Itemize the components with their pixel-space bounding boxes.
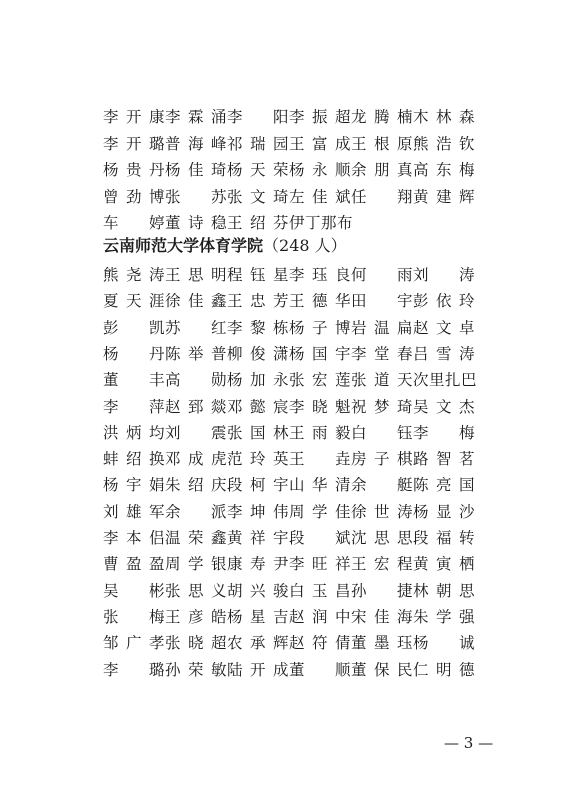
- person-name: 祝梦琦: [351, 397, 413, 416]
- person-name: 洪炳均: [103, 423, 165, 442]
- person-name: 白玉昌: [289, 581, 351, 600]
- person-name: 王思明: [165, 266, 227, 284]
- person-name: 徐佳鑫: [165, 292, 227, 311]
- person-name: 吴文杰: [413, 397, 475, 416]
- person-name: 董墨珏: [351, 634, 413, 653]
- person-name: 李 阳: [227, 108, 289, 126]
- person-name: 董保民: [351, 660, 413, 679]
- person-name: 赵符倩: [289, 634, 351, 653]
- person-name: 陆开成: [227, 660, 289, 679]
- person-name: 黄寅栖: [413, 555, 475, 574]
- person-name: 余 派: [165, 502, 227, 521]
- name-row: [103, 104, 475, 128]
- person-name: 李 梅: [413, 423, 475, 442]
- person-name: 苏 红: [165, 318, 227, 337]
- person-name: 邓懿宸: [227, 397, 289, 416]
- person-name: 左佳斌: [289, 187, 351, 206]
- person-name: 李珏良: [289, 266, 351, 284]
- person-name: 彭依玲: [413, 292, 475, 311]
- person-name: 沈思思: [351, 529, 413, 547]
- person-name: 杨国宇: [289, 344, 351, 363]
- person-name: 朱绍庆: [165, 476, 227, 495]
- name-row: [103, 630, 475, 654]
- page-number: — 3 —: [444, 734, 494, 752]
- name-row: [103, 157, 475, 181]
- person-name: 赵郅燚: [165, 397, 227, 416]
- person-name: 杨 丹: [103, 344, 165, 363]
- person-name: 李本侣: [103, 529, 165, 547]
- person-name: 曹盈盈: [103, 555, 165, 574]
- person-name: 邓成虎: [165, 450, 227, 469]
- person-name: 段柯宇: [227, 476, 289, 495]
- person-name: 王宏程: [351, 555, 413, 574]
- person-name: 杨贵丹: [103, 161, 165, 180]
- person-name: 吴 彬: [103, 581, 165, 600]
- person-name: 朱学强: [413, 607, 475, 626]
- person-name: 彭 凯: [103, 318, 165, 337]
- person-name: 黄祥宇: [227, 529, 289, 547]
- person-name: 岩温扁: [351, 318, 413, 337]
- person-name: 柳俊潇: [227, 344, 289, 363]
- person-name: 蚌绍换: [103, 450, 165, 469]
- person-name: 董 丰: [103, 371, 165, 390]
- name-row: [103, 604, 475, 628]
- person-name: 何 雨: [351, 266, 413, 284]
- person-name: 房子棋: [351, 450, 413, 469]
- person-name: 康寿尹: [227, 555, 289, 574]
- person-name: 王德华: [289, 292, 351, 311]
- section-count: （248 人）: [263, 236, 347, 255]
- section-heading: [103, 233, 347, 256]
- person-name: 王彦皓: [165, 607, 227, 626]
- person-name: 杨宇娟: [103, 476, 165, 495]
- person-name: 夏天涯: [103, 292, 165, 311]
- person-name: 张 苏: [165, 187, 227, 206]
- person-name: 熊浩钦: [413, 134, 475, 153]
- person-name: 李黎栋: [227, 318, 289, 337]
- person-name: 王富成: [289, 134, 351, 153]
- person-name: 张 梅: [103, 607, 165, 626]
- name-row: [103, 525, 475, 549]
- person-name: 董 顺: [289, 660, 351, 679]
- section-title: 云南师范大学体育学院: [103, 236, 264, 255]
- person-name: 高东梅: [413, 161, 475, 180]
- name-row: [103, 657, 475, 681]
- person-name: 李 璐: [103, 660, 165, 679]
- person-name: 王绍芬: [227, 214, 289, 233]
- person-name: 龙腾楠: [351, 108, 413, 126]
- name-row: [103, 499, 475, 523]
- person-name: 伊丁那布: [289, 214, 354, 233]
- person-name: 李开璐: [103, 134, 165, 153]
- name-row: [103, 262, 475, 286]
- person-name: 曾劲博: [103, 187, 165, 206]
- name-row: [103, 184, 475, 208]
- person-name: 普海峰: [165, 134, 227, 153]
- name-row: [103, 315, 475, 339]
- name-row: [103, 341, 475, 365]
- person-name: 杨 诚: [413, 634, 475, 653]
- name-row: [103, 551, 475, 575]
- name-row: [103, 472, 475, 496]
- person-name: 熊尧涛: [103, 266, 165, 284]
- person-name: 张文琦: [227, 187, 289, 206]
- person-name: 杨显沙: [413, 502, 475, 521]
- person-name: 周学佳: [289, 502, 351, 521]
- person-name: 胡兴骏: [227, 581, 289, 600]
- person-name: 杨天荣: [227, 161, 289, 180]
- person-name: 宋佳海: [351, 607, 413, 626]
- person-name: 张道天: [351, 371, 413, 390]
- person-name: 董诗稳: [165, 214, 227, 233]
- person-name: 程钰星: [227, 266, 289, 284]
- person-name: 王雨毅: [289, 423, 351, 442]
- person-name: 李旺祥: [289, 555, 351, 574]
- person-name: 车 婷: [103, 214, 165, 233]
- person-name: 杨星吉: [227, 607, 289, 626]
- person-name: 杨子博: [289, 318, 351, 337]
- person-name: 林朝思: [413, 581, 475, 600]
- name-row: [103, 578, 475, 602]
- person-name: 陈举普: [165, 344, 227, 363]
- person-name: 李霖涌: [165, 108, 227, 126]
- person-name: 任 翔: [351, 187, 413, 206]
- person-name: 孙 捷: [351, 581, 413, 600]
- person-name: 王忠芳: [227, 292, 289, 311]
- person-name: 陈亮国: [413, 476, 475, 495]
- person-name: 仁明德: [413, 660, 475, 679]
- name-row: [103, 210, 354, 234]
- person-name: 张宏莲: [289, 371, 351, 390]
- person-name: 温荣鑫: [165, 529, 227, 547]
- person-name: 黄建辉: [413, 187, 475, 206]
- person-name: 李堂春: [351, 344, 413, 363]
- person-name: 李晓魁: [289, 397, 351, 416]
- person-name: 范玲英: [227, 450, 289, 469]
- name-row: [103, 420, 475, 444]
- person-name: 徐世涛: [351, 502, 413, 521]
- name-row: [103, 288, 475, 312]
- person-name: 路智茗: [413, 450, 475, 469]
- person-name: 孙荣敏: [165, 660, 227, 679]
- person-name: 李振超: [289, 108, 351, 126]
- person-name: 刘 涛: [413, 266, 475, 284]
- person-name: 木林森: [413, 108, 475, 126]
- person-name: 杨加永: [227, 371, 289, 390]
- person-name: 杨佳琦: [165, 161, 227, 180]
- person-name: 农承辉: [227, 634, 289, 653]
- person-name: 张思义: [165, 581, 227, 600]
- person-name: 张国林: [227, 423, 289, 442]
- person-name: 王根原: [351, 134, 413, 153]
- person-name: 周学银: [165, 555, 227, 574]
- person-name: 田 宇: [351, 292, 413, 311]
- person-name: 山华清: [289, 476, 351, 495]
- person-name: 王 垚: [289, 450, 351, 469]
- person-name: 张晓超: [165, 634, 227, 653]
- name-row: [103, 394, 475, 418]
- person-name: 段福转: [413, 529, 475, 547]
- name-row: [103, 367, 478, 391]
- person-name: 段 斌: [289, 529, 351, 547]
- name-row: [103, 131, 475, 155]
- person-name: 刘 震: [165, 423, 227, 442]
- person-name: 余 艇: [351, 476, 413, 495]
- person-name: 刘雄军: [103, 502, 165, 521]
- person-name: 李坤伟: [227, 502, 289, 521]
- person-name: 余朋真: [351, 161, 413, 180]
- person-name: 吕雪涛: [413, 344, 475, 363]
- name-row: [103, 446, 475, 470]
- person-name: 赵文卓: [413, 318, 475, 337]
- person-name: 白 钰: [351, 423, 413, 442]
- person-name: 祁瑞园: [227, 134, 289, 153]
- person-name: 李开康: [103, 108, 165, 126]
- person-name: 杨永顺: [289, 161, 351, 180]
- person-name: 邹广孝: [103, 634, 165, 653]
- person-name: 赵润中: [289, 607, 351, 626]
- person-name: 高 勋: [165, 371, 227, 390]
- person-name: 李 萍: [103, 397, 165, 416]
- person-name: 次里扎巴: [413, 371, 478, 390]
